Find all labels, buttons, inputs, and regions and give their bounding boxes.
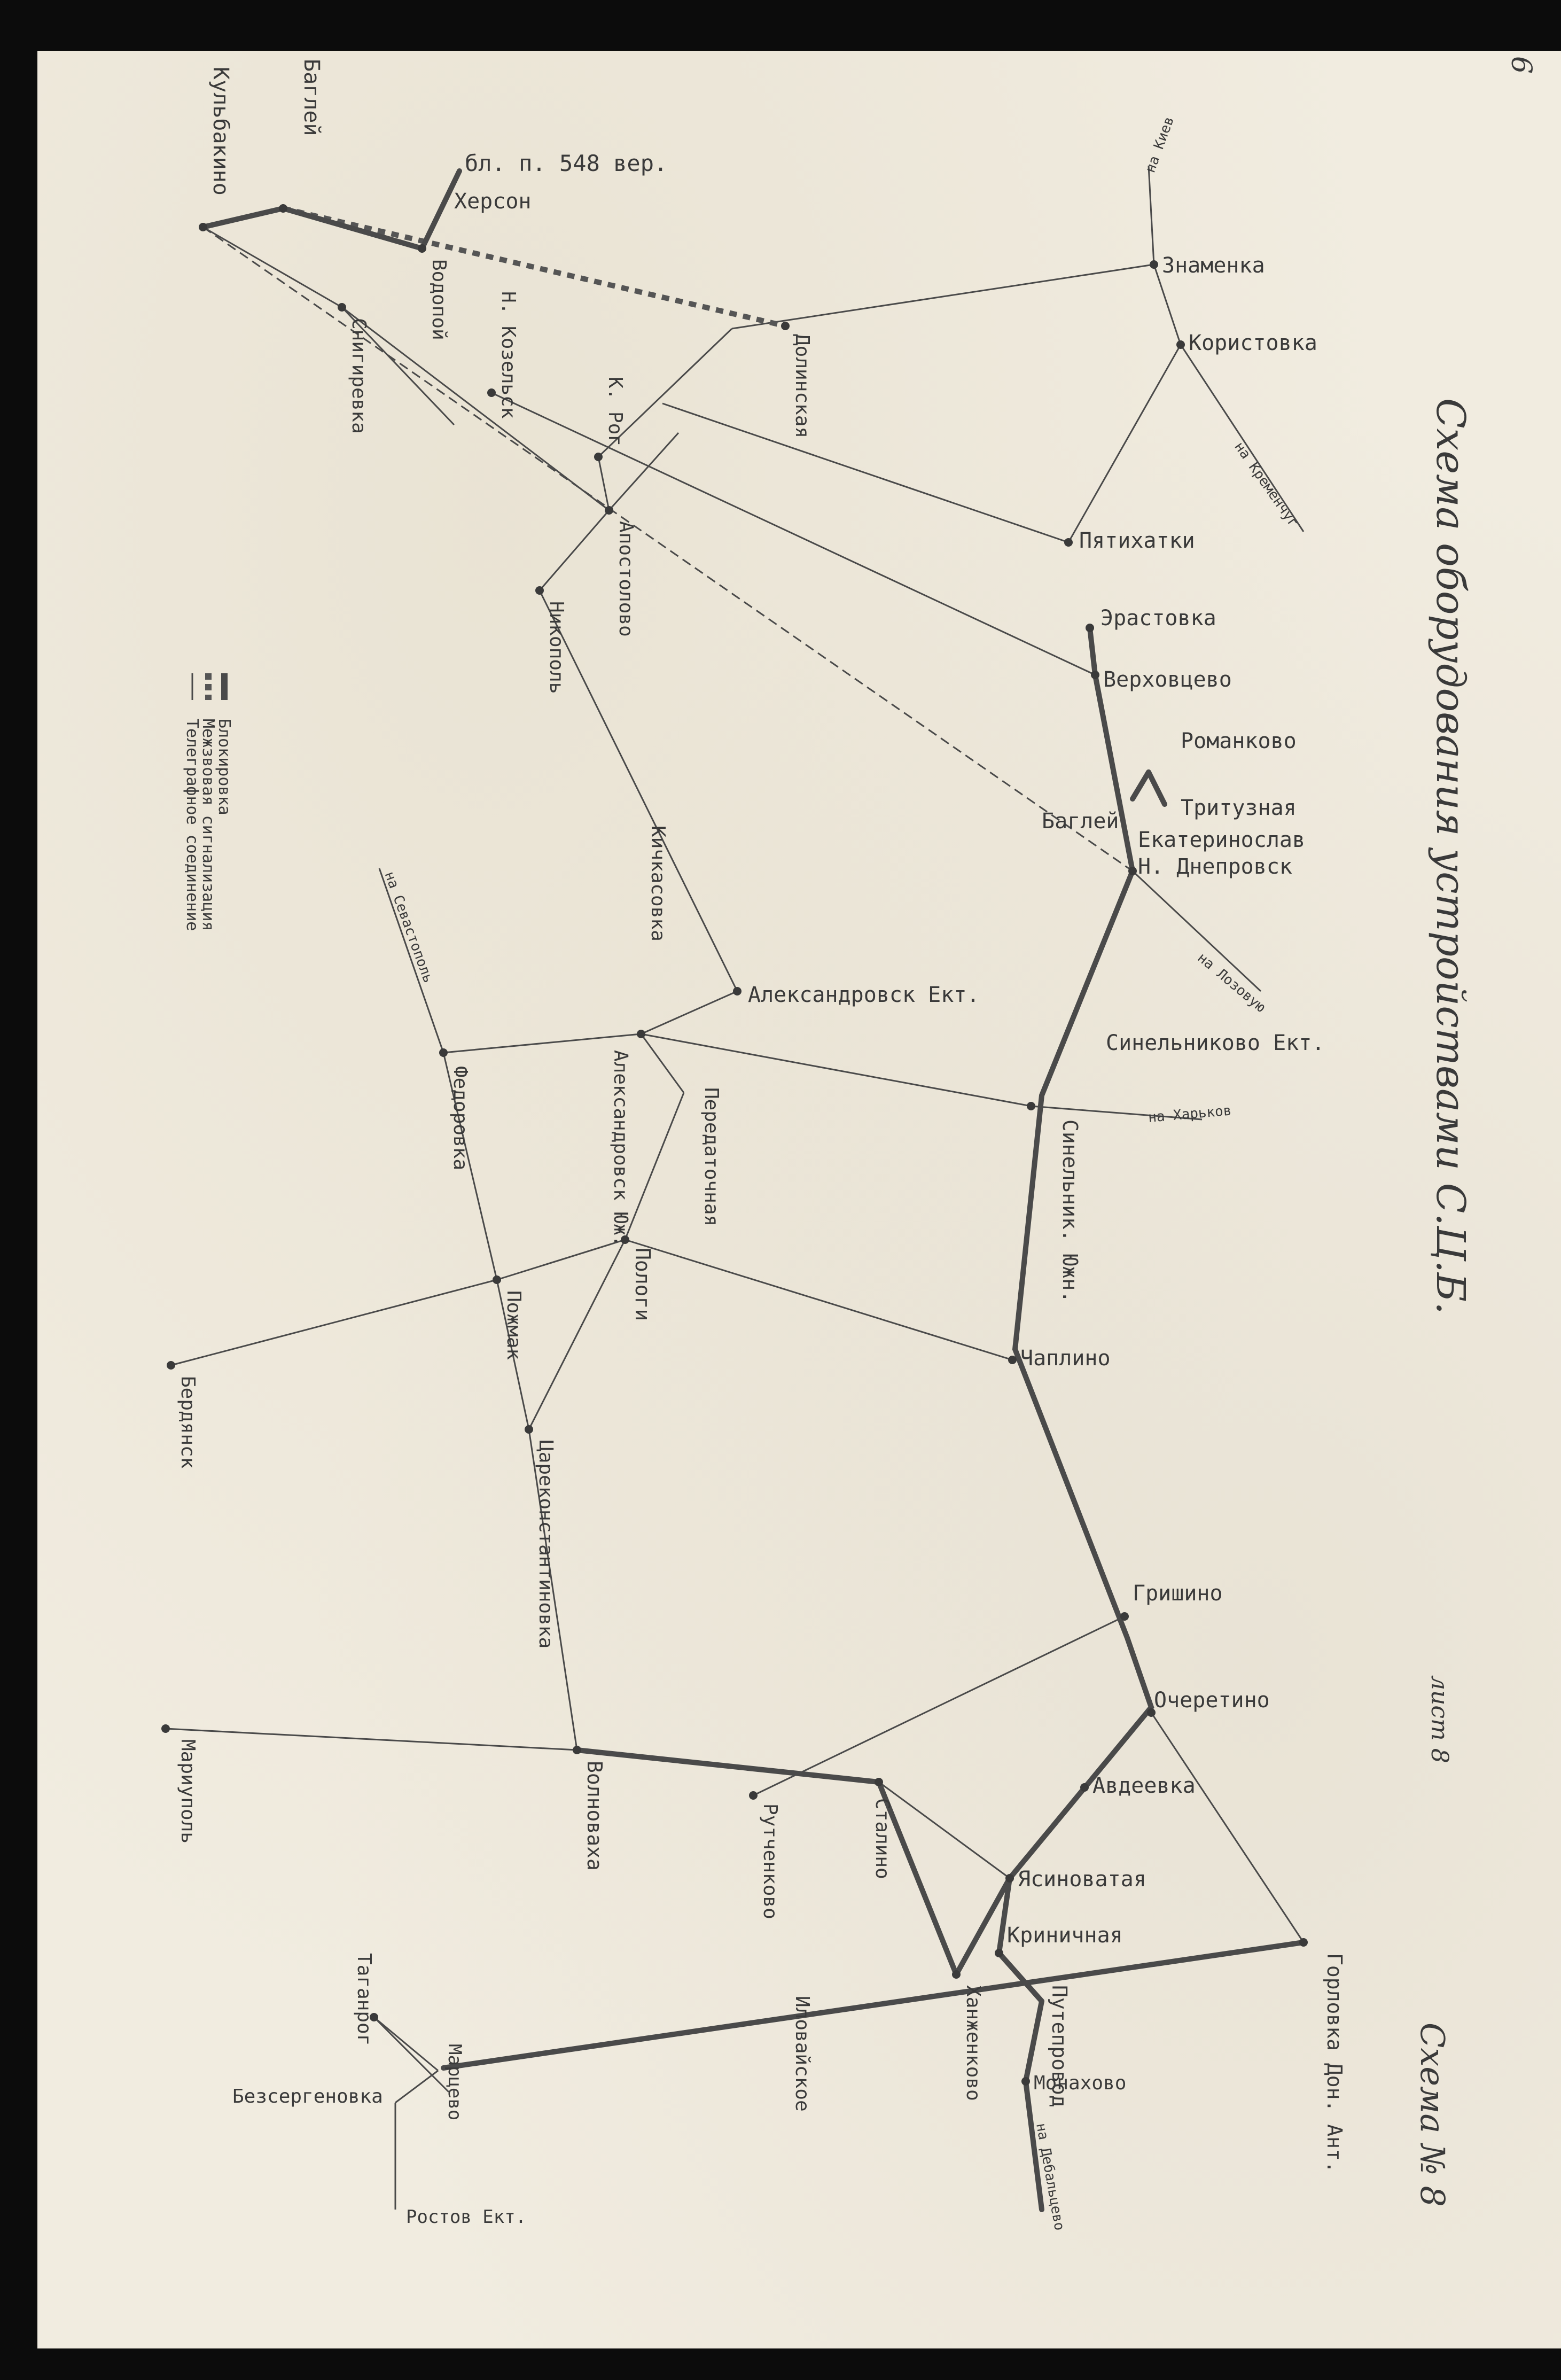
dot-verkhovtsevo xyxy=(1091,671,1099,679)
line-kherson-snigirevka xyxy=(203,227,342,307)
dot-chaplino xyxy=(1008,1356,1017,1364)
label-verkhovtsevo: Верховцево xyxy=(1103,667,1232,692)
label-grishino: Гришино xyxy=(1133,1581,1223,1606)
label-pologi: Пологи xyxy=(631,1248,654,1321)
dot-monakhovo xyxy=(1021,2077,1030,2086)
dot-dolinskaya xyxy=(781,322,790,330)
dir-lozovaya: на Лозовую xyxy=(1194,950,1269,1016)
dot-berdyansk xyxy=(167,1361,175,1370)
sheet-label: лист 8 xyxy=(1426,1675,1453,1763)
railway-map xyxy=(37,51,1561,2348)
dot-volnovakha xyxy=(573,1746,581,1754)
label-rostov: Ростов Ект. xyxy=(406,2206,527,2228)
label-avdeevka: Авдеевка xyxy=(1092,1774,1196,1798)
dot-znamenka xyxy=(1150,260,1158,269)
line-kherson-kulbakino xyxy=(203,208,283,227)
label-kichkas: Кичкасовка xyxy=(647,826,669,942)
label-puteprovod: Путепровод xyxy=(1048,1985,1071,2107)
line-puteprovod-monakhovo xyxy=(1026,2001,1042,2081)
label-apostolovo: Апостолово xyxy=(615,521,637,637)
dir-kharkov: на Харьков xyxy=(1147,1102,1232,1126)
label-marcevo: Марцево xyxy=(444,2044,465,2121)
line-pyatikhatki-klin xyxy=(662,403,1068,542)
dot-sinelnikovo xyxy=(1027,1102,1035,1110)
line-pologi-tsarekon xyxy=(529,1240,625,1429)
dot-nkozelsk xyxy=(487,388,496,397)
dir-kiev: на Киев xyxy=(1142,114,1178,175)
line-kulbakino-vodopoi xyxy=(283,208,422,248)
label-rutchenkovo: Рутченково xyxy=(759,1803,781,1919)
line-pokmak-berdyansk xyxy=(171,1280,497,1365)
label-n-dneprovsk: Н. Днепровск xyxy=(1138,854,1292,879)
dot-stalino xyxy=(875,1778,883,1786)
line-erastovka-verkhovtsevo xyxy=(1090,628,1095,675)
line-nikopol-aleksandrovsk xyxy=(540,590,737,991)
legend-label-telegraph: Телеграфное соединение xyxy=(183,719,201,931)
dot-vodopoi xyxy=(418,244,426,253)
label-aleksandrovsk-ekt: Александровск Ект. xyxy=(748,983,980,1007)
label-snigirevka: Снигиревка xyxy=(348,318,370,434)
line-pologi-chaplino xyxy=(625,1240,1012,1360)
line-kichkas-peredat xyxy=(641,1034,684,1093)
label-ilovaiskoe: Иловайское xyxy=(791,1996,813,2112)
label-vodopoi: Водопой xyxy=(428,259,450,340)
dot-tsarekon xyxy=(525,1425,533,1434)
line-aleksandrovsk-kichkas xyxy=(641,991,737,1034)
line-mariupol-volnovakha xyxy=(166,1729,577,1750)
label-nikopol: Никополь xyxy=(545,601,567,694)
scheme-label: Схема № 8 xyxy=(1413,2023,1452,2207)
legend-label-signalization: Межзвовая сигнализация xyxy=(199,719,217,931)
dir-debaltsevo: на Дебальцево xyxy=(1033,2122,1067,2232)
line-snigirevka-apostolovo xyxy=(342,307,609,510)
line-ekat-lozovaya xyxy=(1133,871,1261,991)
telegraph-lines xyxy=(166,166,1304,2210)
label-ekaterinoslav: Екатеринослав xyxy=(1138,828,1306,852)
label-trituznaya: Тритузная xyxy=(1181,796,1297,820)
dot-korystovka xyxy=(1176,340,1185,349)
label-gorlovka: Горловка Дон. Ант. xyxy=(1323,1953,1346,2173)
line-rutch-grishino xyxy=(753,1616,1125,1795)
line-krinich-puteprovod xyxy=(999,1953,1042,2001)
label-aleksandrovsk-yuzh: Александровск Юж. xyxy=(610,1050,631,1247)
label-stalino: Сталино xyxy=(871,1798,893,1879)
dot-krog xyxy=(594,453,603,461)
label-peredatochnaya: Передаточная xyxy=(700,1087,722,1227)
label-ocheretino: Очеретино xyxy=(1154,1688,1270,1713)
dot-aleksandrovsk xyxy=(733,987,742,995)
blocking-lines xyxy=(203,171,1304,2210)
label-erastovka: Эрастовка xyxy=(1100,606,1216,631)
page-mark: 6 xyxy=(1505,56,1537,74)
direction-labels xyxy=(381,114,1301,2231)
line-volnovakha-stalino xyxy=(577,1750,879,1782)
dot-grishino xyxy=(1120,1612,1129,1621)
label-korystovka: Користовка xyxy=(1189,331,1317,355)
label-berdyansk: Бердянск xyxy=(177,1376,199,1469)
line-ocheretino-gorlovka xyxy=(1151,1713,1304,1942)
line-znamenka-dolinskaya xyxy=(732,265,1154,329)
line-peredat-pologi xyxy=(625,1093,684,1240)
dir-sevastopol: на Севастополь xyxy=(381,869,436,985)
dot-pyatikhatki xyxy=(1064,538,1073,547)
line-taganrog-gorlovka xyxy=(443,1942,1304,2068)
dot-apostolovo xyxy=(605,506,613,515)
line-romankovo-b xyxy=(1133,772,1149,799)
label-kherson: Кульбакино xyxy=(208,67,233,196)
legend-label-blocking: Блокировка xyxy=(215,719,233,815)
label-bagley: Баглей xyxy=(1042,809,1119,834)
label-kulbakino: Баглей xyxy=(299,59,324,136)
dot-mariupol xyxy=(161,1724,170,1733)
station-dots xyxy=(161,204,1308,2086)
label-krinichnaya: Криничная xyxy=(1007,1923,1123,1948)
dot-ekaterinoslav xyxy=(1128,867,1137,875)
line-taganrog-marcevo xyxy=(374,2017,438,2071)
label-pyatikhatki: Пятихатки xyxy=(1079,528,1195,553)
label-nikolaev: бл. п. 548 вер. xyxy=(465,150,668,176)
label-taganrog: Таганрог xyxy=(353,1953,375,2046)
dot-fedorovka xyxy=(439,1048,448,1057)
line-pologi-pokmak xyxy=(497,1240,625,1280)
dot-erastovka xyxy=(1086,624,1094,632)
dot-pokmak xyxy=(493,1275,501,1284)
legend xyxy=(183,673,233,931)
dot-rutchenkovo xyxy=(749,1791,758,1800)
dot-avdeevka xyxy=(1080,1783,1089,1792)
line-marcevo-bezserg xyxy=(395,2071,438,2103)
dot-kherson xyxy=(199,223,207,231)
dot-khanzhenkovo xyxy=(952,1970,961,1979)
line-taganrog-bezserg xyxy=(374,2017,449,2092)
dot-gorlovka xyxy=(1299,1938,1308,1947)
label-znamenka: Знаменка xyxy=(1162,253,1265,278)
line-apostolovo-nikopol xyxy=(540,510,609,590)
line-romankovo-a xyxy=(1149,772,1165,804)
label-nikolaev-note: Херсон xyxy=(454,189,532,214)
dot-kichkas xyxy=(637,1030,645,1038)
label-sinelnikovo-yuzh: Синельник. Южн. xyxy=(1058,1119,1082,1303)
label-mariupol: Мариуполь xyxy=(177,1739,199,1844)
line-kherson-ekaterinoslav xyxy=(203,227,1133,871)
label-krog: К. Рог xyxy=(604,377,626,447)
station-labels xyxy=(177,59,1346,2228)
label-monakhovo: Монахово xyxy=(1034,2072,1127,2094)
line-korystovka-pyatikhatki xyxy=(1068,345,1181,542)
label-romankovo: Романково xyxy=(1181,729,1297,753)
label-chaplino: Чаплино xyxy=(1020,1346,1111,1371)
label-nkozelsk: Н. Козельск xyxy=(497,291,519,419)
line-znamenka-kiev xyxy=(1149,166,1154,265)
label-pokmak: Пожмак xyxy=(503,1290,525,1360)
label-sinelnikovo-ekt: Синельниково Ект. xyxy=(1106,1031,1325,1055)
dir-kremenchug: на Кременчуг xyxy=(1231,439,1302,531)
label-yasinovataya: Ясиноватая xyxy=(1018,1867,1146,1892)
dot-nikopol xyxy=(535,586,544,595)
map-title: Схема оборудования устройствами С.Ц.Б. xyxy=(1427,398,1473,1315)
dot-yasinovataya xyxy=(1005,1874,1014,1883)
dot-kulbakino xyxy=(279,204,287,213)
label-dolinskaya: Долинская xyxy=(791,334,813,439)
dot-krinichnaya xyxy=(995,1949,1003,1957)
map-sheet xyxy=(37,51,1561,2348)
label-tsarekon: Цареконстантиновка xyxy=(535,1440,557,1649)
label-volnovakha: Волноваха xyxy=(583,1761,606,1871)
label-khanzhenkovo: Ханженково xyxy=(962,1985,984,2101)
label-bezsergenovka: Безсергеновка xyxy=(232,2086,383,2107)
line-kichkas-sinelnikovo xyxy=(641,1034,1031,1106)
dot-snigirevka xyxy=(338,303,346,312)
signalization-lines xyxy=(283,208,785,326)
label-fedorovka: Федоровка xyxy=(449,1066,471,1171)
line-kulbakino-dolinskaya xyxy=(283,208,785,326)
